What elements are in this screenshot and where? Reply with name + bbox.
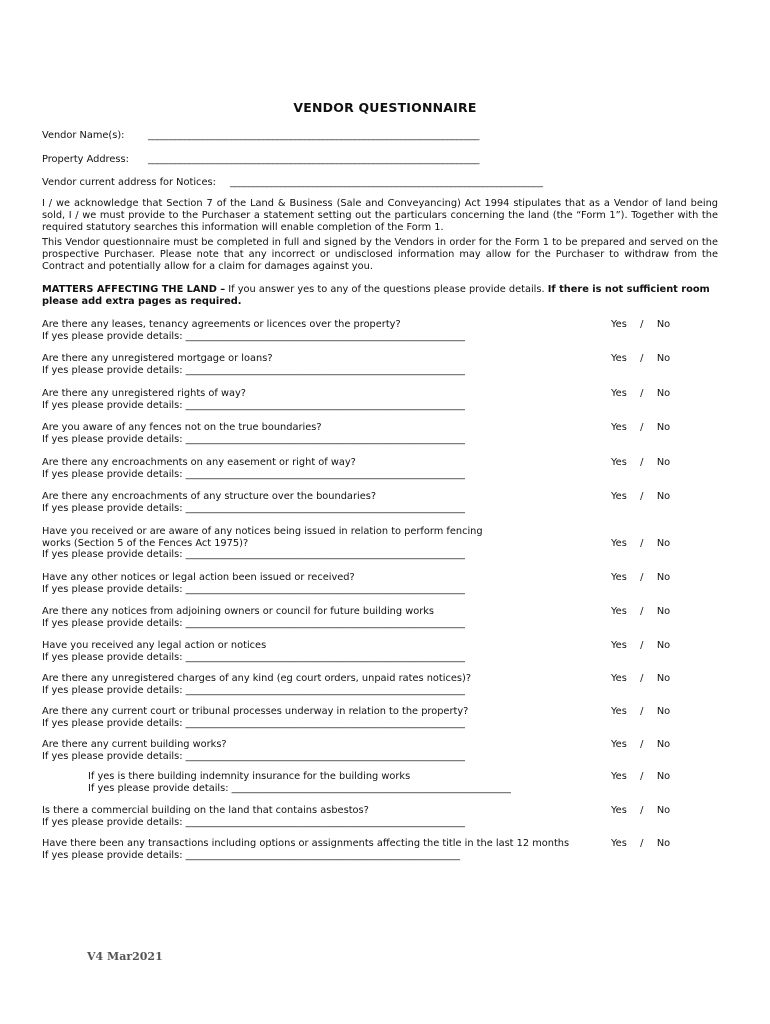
details-line[interactable]: If yes please provide details: _________________________________________________________: [42, 684, 465, 696]
question-text: Is there a commercial building on the land that contains asbestos?: [42, 805, 369, 816]
question-text: Have you received any legal action or notices: [42, 640, 267, 651]
yes-no-choice: [611, 491, 670, 502]
details-line[interactable]: If yes please provide details: _________________________________________________________: [42, 717, 465, 729]
no-option[interactable]: No: [656, 673, 671, 684]
question-text: Are there any unregistered rights of way?: [42, 388, 246, 399]
question-rights-of-way: [42, 388, 465, 411]
question-text-continued: works (Section 5 of the Fences Act 1975)?: [42, 537, 249, 549]
yes-option[interactable]: Yes: [611, 805, 627, 816]
question-text: Are you aware of any fences not on the true boundaries?: [42, 422, 322, 433]
slash-separator: /: [640, 422, 644, 433]
question-mortgage: [42, 353, 465, 376]
no-option[interactable]: No: [656, 319, 671, 330]
yes-no-choice: [611, 319, 670, 330]
question-unregistered-charges: [42, 673, 471, 696]
no-option[interactable]: No: [656, 706, 671, 717]
question-encroachments-structure: [42, 491, 465, 514]
no-option[interactable]: No: [656, 640, 671, 651]
yes-option[interactable]: Yes: [611, 538, 627, 549]
details-line[interactable]: If yes please provide details: _________________________________________________________: [42, 583, 465, 595]
yes-no-choice: [611, 538, 670, 549]
notice-address-input-line[interactable]: ____________________________________________________________________: [230, 177, 543, 188]
yes-no-choice: [611, 353, 670, 364]
notice-address-field: [42, 177, 543, 188]
yes-option[interactable]: Yes: [611, 353, 627, 364]
question-text: Have any other notices or legal action been issued or received?: [42, 572, 355, 583]
question-fencing-notices: [42, 526, 483, 561]
notice-address-label: Vendor current address for Notices:: [42, 177, 216, 188]
vendor-names-label: Vendor Name(s):: [42, 130, 125, 141]
question-indemnity-insurance: [88, 771, 511, 794]
yes-option[interactable]: Yes: [611, 422, 627, 433]
acknowledgement-paragraph: I / we acknowledge that Section 7 of the Land & Business (Sale and Conveyancing) Act 1994 stipulates that as a Vendor of land being sold, I / we must provide to the Purchaser a statement setting out the particulars concerning the land (the “Form 1”). Together with the required statutory searches this information will enable completion of the Form 1.: [42, 198, 718, 233]
details-line[interactable]: If yes please provide details: _________________________________________________________: [42, 399, 465, 411]
yes-no-choice: [611, 838, 670, 849]
yes-option[interactable]: Yes: [611, 319, 627, 330]
slash-separator: /: [640, 491, 644, 502]
details-line[interactable]: If yes please provide details: _________________________________________________________: [42, 364, 465, 376]
matters-bold-note: If there is not sufficient room please add extra pages as required.: [42, 284, 710, 307]
slash-separator: /: [640, 606, 644, 617]
yes-option[interactable]: Yes: [611, 739, 627, 750]
slash-separator: /: [640, 838, 644, 849]
question-text: Are there any leases, tenancy agreements or licences over the property?: [42, 319, 401, 330]
yes-option[interactable]: Yes: [611, 706, 627, 717]
yes-option[interactable]: Yes: [611, 388, 627, 399]
details-line[interactable]: If yes please provide details: _________________________________________________________: [42, 468, 465, 480]
slash-separator: /: [640, 457, 644, 468]
matters-instruction: If you answer yes to any of the questions please provide details.: [225, 284, 548, 295]
slash-separator: /: [640, 739, 644, 750]
question-legal-action: [42, 640, 465, 663]
property-address-label: Property Address:: [42, 154, 129, 165]
vendor-names-input-line[interactable]: ________________________________________________________________________: [148, 130, 480, 141]
details-line[interactable]: If yes please provide details: _________________________________________________________: [42, 750, 465, 762]
question-transactions: [42, 838, 569, 861]
question-text: Have you received or are aware of any notices being issued in relation to perform fencing: [42, 526, 483, 537]
yes-no-choice: [611, 739, 670, 750]
yes-no-choice: [611, 422, 670, 433]
vendor-names-field: [42, 130, 480, 141]
no-option[interactable]: No: [656, 457, 671, 468]
yes-option[interactable]: Yes: [611, 572, 627, 583]
matters-heading: MATTERS AFFECTING THE LAND –: [42, 284, 226, 295]
question-text: Are there any current court or tribunal processes underway in relation to the property?: [42, 706, 469, 717]
no-option[interactable]: No: [656, 538, 671, 549]
details-line[interactable]: If yes please provide details: _________________________________________________________: [42, 816, 465, 828]
no-option[interactable]: No: [656, 739, 671, 750]
slash-separator: /: [640, 673, 644, 684]
question-building-works: [42, 739, 465, 762]
no-option[interactable]: No: [656, 771, 671, 782]
question-encroachments-easement: [42, 457, 465, 480]
no-option[interactable]: No: [656, 572, 671, 583]
details-line[interactable]: If yes please provide details: _________________________________________________________: [42, 330, 465, 342]
yes-option[interactable]: Yes: [611, 606, 627, 617]
details-line[interactable]: If yes please provide details: _________________________________________________________: [42, 651, 465, 663]
question-other-notices: [42, 572, 465, 595]
slash-separator: /: [640, 805, 644, 816]
question-text: Are there any unregistered charges of any kind (eg court orders, unpaid rates notices)?: [42, 673, 472, 684]
details-line[interactable]: If yes please provide details: _________________________________________________________: [42, 502, 465, 514]
question-text: Are there any unregistered mortgage or loans?: [42, 353, 273, 364]
yes-option[interactable]: Yes: [611, 491, 627, 502]
yes-no-choice: [611, 771, 670, 782]
slash-separator: /: [640, 640, 644, 651]
details-line[interactable]: If yes please provide details: ________________________________________________________: [42, 849, 460, 861]
yes-option[interactable]: Yes: [611, 640, 627, 651]
yes-option[interactable]: Yes: [611, 673, 627, 684]
no-option[interactable]: No: [656, 353, 671, 364]
yes-option[interactable]: Yes: [611, 838, 627, 849]
slash-separator: /: [640, 388, 644, 399]
no-option[interactable]: No: [656, 388, 671, 399]
yes-no-choice: [611, 457, 670, 468]
yes-no-choice: [611, 388, 670, 399]
property-address-input-line[interactable]: ________________________________________________________________________: [148, 154, 480, 165]
question-court-processes: [42, 706, 468, 729]
question-fences: [42, 422, 465, 445]
question-leases: [42, 319, 465, 342]
question-text: Are there any notices from adjoining owners or council for future building works: [42, 606, 435, 617]
slash-separator: /: [640, 706, 644, 717]
details-line[interactable]: If yes please provide details: _________________________________________________________: [88, 782, 511, 794]
yes-no-choice: [611, 673, 670, 684]
yes-option[interactable]: Yes: [611, 457, 627, 468]
yes-option[interactable]: Yes: [611, 771, 627, 782]
version-footer: V4 Mar2021: [87, 950, 163, 963]
no-option[interactable]: No: [656, 838, 671, 849]
page-title: VENDOR QUESTIONNAIRE: [293, 100, 477, 115]
completion-paragraph: This Vendor questionnaire must be completed in full and signed by the Vendors in order for the Form 1 to be prepared and served on the prospective Purchaser. Please note that any incorrect or undisclosed information may allow for the Purchaser to withdraw from the Contract and potentially allow for a claim for damages against you.: [42, 237, 718, 272]
question-asbestos: [42, 805, 465, 828]
details-line[interactable]: If yes please provide details: _________________________________________________________: [42, 549, 465, 560]
no-option[interactable]: No: [656, 606, 671, 617]
yes-no-choice: [611, 572, 670, 583]
question-text: Are there any encroachments of any structure over the boundaries?: [42, 491, 377, 502]
question-text: Are there any encroachments on any easement or right of way?: [42, 457, 356, 468]
yes-no-choice: [611, 640, 670, 651]
details-line[interactable]: If yes please provide details: _________________________________________________________: [42, 433, 465, 445]
matters-affecting-land: [42, 284, 718, 308]
no-option[interactable]: No: [656, 491, 671, 502]
question-adjoining-owners: [42, 606, 465, 629]
details-line[interactable]: If yes please provide details: _________________________________________________________: [42, 617, 465, 629]
slash-separator: /: [640, 538, 644, 549]
yes-no-choice: [611, 805, 670, 816]
question-text: If yes is there building indemnity insurance for the building works: [88, 771, 411, 782]
yes-no-choice: [611, 606, 670, 617]
yes-no-choice: [611, 706, 670, 717]
slash-separator: /: [640, 572, 644, 583]
slash-separator: /: [640, 771, 644, 782]
question-text: Have there been any transactions including options or assignments affecting the title in the last 12 months: [42, 838, 570, 849]
no-option[interactable]: No: [656, 805, 671, 816]
property-address-field: [42, 154, 480, 165]
slash-separator: /: [640, 353, 644, 364]
no-option[interactable]: No: [656, 422, 671, 433]
slash-separator: /: [640, 319, 644, 330]
question-text: Are there any current building works?: [42, 739, 227, 750]
